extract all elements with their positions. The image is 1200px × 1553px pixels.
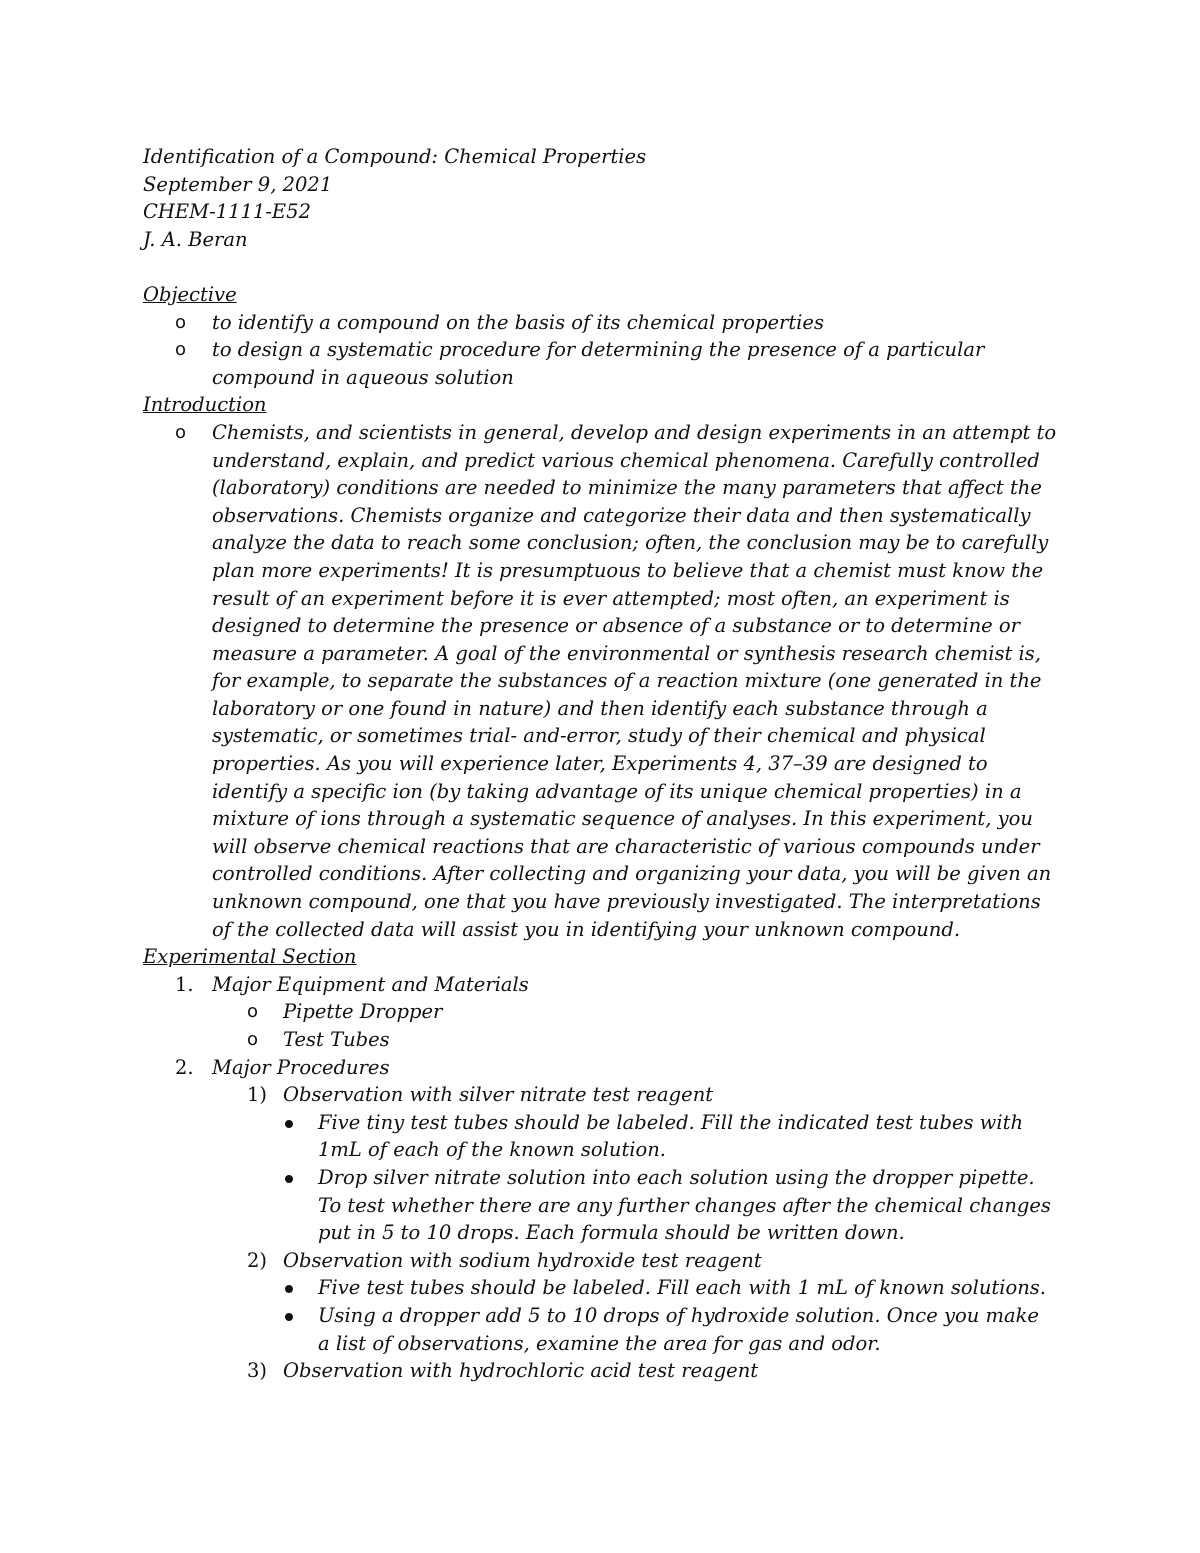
objective-item (143, 336, 992, 391)
procedure-item (143, 1081, 1063, 1109)
materials-item (143, 998, 1063, 1026)
procedure-title: Observation with hydrochloric acid test reagent (283, 1359, 759, 1383)
circle-bullet-icon: o (175, 311, 187, 333)
section-item (143, 1054, 1063, 1082)
experimental-heading: Experimental Section (143, 945, 357, 969)
procedure-step-text: Using a dropper add 5 to 10 drops of hydroxide solution. Once you make a list of observations, examine the area for gas and odor. (318, 1303, 1039, 1355)
procedure-title: Observation with sodium hydroxide test reagent (283, 1248, 762, 1272)
procedure-step (143, 1274, 1053, 1302)
materials-item-text: Test Tubes (283, 1028, 390, 1051)
materials-item-text: Pipette Dropper (283, 1000, 443, 1024)
objective-item-text: to design a systematic procedure for determining the presence of a particular compound in aqueous solution (212, 338, 985, 389)
section-title: Major Equipment and Materials (212, 972, 529, 996)
procedure-item (143, 1357, 1063, 1385)
bullet-dot-icon (285, 1120, 293, 1128)
bullet-dot-icon (285, 1285, 293, 1293)
author-name: J. A. Beran (143, 227, 248, 251)
procedure-item (143, 1247, 1063, 1275)
materials-item (143, 1026, 1063, 1054)
procedure-step-text: Five tiny test tubes should be labeled. Fill the indicated test tubes with 1mL of each of the known solution. (318, 1110, 1024, 1162)
procedure-number: 2) (247, 1248, 268, 1272)
spacer (143, 253, 1063, 281)
procedure-step (143, 1164, 1053, 1247)
procedure-step-text: Drop silver nitrate solution into each solution using the dropper pipette. To test whether there are any further changes after the chemical changes put in 5 to 10 drops. Each formula should be written down. (318, 1165, 1051, 1245)
document-page (143, 143, 1063, 1385)
introduction-heading: Introduction (143, 393, 267, 417)
document-date: September 9, 2021 (143, 172, 333, 196)
procedure-title: Observation with silver nitrate test reagent (283, 1083, 714, 1107)
section-number: 2. (175, 1055, 194, 1079)
bullet-dot-icon (285, 1313, 293, 1321)
objective-item (143, 309, 1063, 337)
introduction-item (143, 419, 1060, 943)
procedure-number: 1) (247, 1083, 268, 1107)
procedure-step-text: Five test tubes should be labeled. Fill each with 1 mL of known solutions. (318, 1276, 1046, 1300)
objective-heading: Objective (143, 282, 237, 306)
objective-item-text: to identify a compound on the basis of its chemical properties (212, 310, 824, 334)
section-number: 1. (175, 972, 194, 996)
procedure-step (143, 1109, 1053, 1164)
introduction-paragraph: Chemists, and scientists in general, develop and design experiments in an attempt to understand, explain, and predict various chemical phenomena. Carefully controlled (laboratory) conditions are needed to minimize the many parameters that affect the observations. Chemists organize and categorize their data and then systematically analyze the data to reach some conclusion; often, the conclusion may be to carefully plan more experiments! It is presumptuous to believe that a chemist must know the result of an experiment before it is ever attempted; most often, an experiment is designed to determine the presence or absence of a substance or to determine or measure a parameter. A goal of the environmental or synthesis research chemist is, for example, to separate the substances of a reaction mixture (one generated in the laboratory or one found in nature) and then identify each substance through a systematic, or sometimes trial- and-error, study of their chemical and physical properties. As you will experience later, Experiments 4, 37–39 are designed to identify a specific ion (by taking advantage of its unique chemical properties) in a mixture of ions through a systematic sequence of analyses. In this experiment, you will observe chemical reactions that are characteristic of various compounds under controlled conditions. After collecting and organizing your data, you will be given an unknown compound, one that you have previously investigated. The interpretations of the collected data will assist you in identifying your unknown compound. (212, 420, 1057, 941)
circle-bullet-icon: o (175, 339, 187, 361)
procedure-step (143, 1302, 1053, 1357)
procedure-number: 3) (247, 1359, 268, 1383)
document-title: Identification of a Compound: Chemical Properties (143, 145, 647, 168)
bullet-dot-icon (285, 1175, 293, 1183)
course-code: CHEM-1111-E52 (143, 200, 311, 224)
circle-bullet-icon: o (247, 1029, 259, 1050)
circle-bullet-icon: o (247, 1001, 259, 1023)
section-title: Major Procedures (212, 1055, 390, 1079)
circle-bullet-icon: o (175, 421, 187, 443)
section-item (143, 971, 1063, 999)
